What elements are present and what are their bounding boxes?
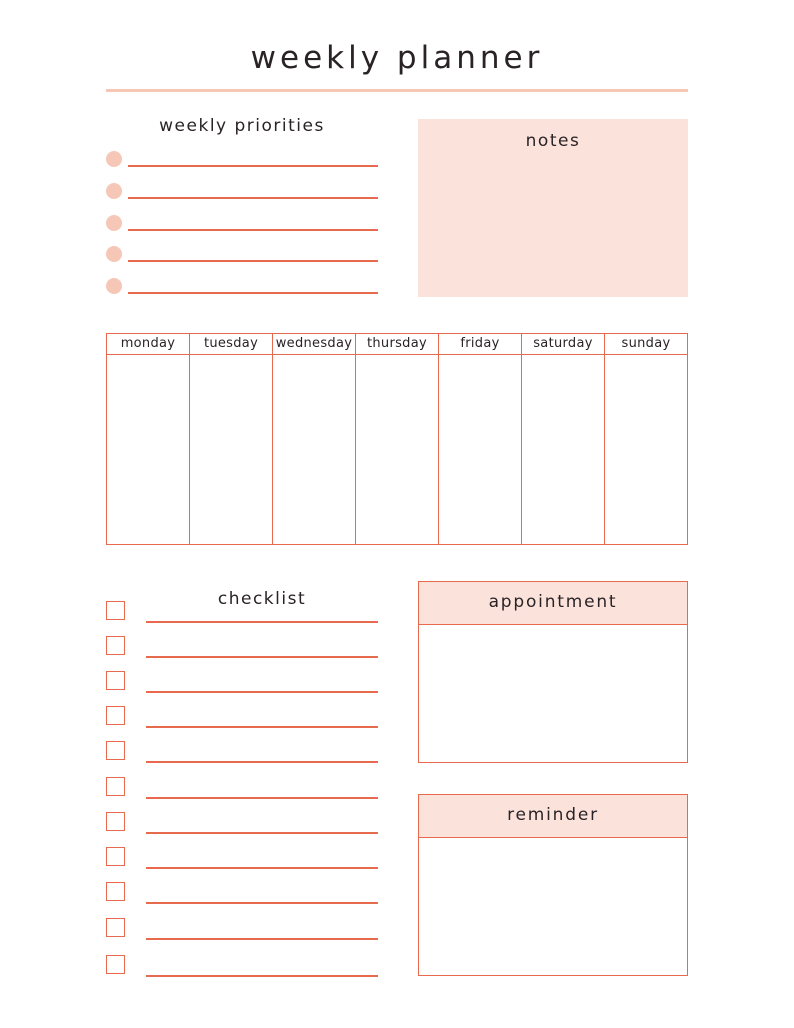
bullet-dot-icon	[106, 151, 122, 167]
checklist-line	[146, 975, 378, 977]
reminder-area[interactable]	[419, 838, 687, 976]
checklist-line	[146, 621, 378, 623]
day-column-saturday	[521, 334, 604, 544]
day-column-friday	[438, 334, 521, 544]
checklist-line	[146, 726, 378, 728]
day-header: wednesday	[273, 334, 355, 355]
day-cell[interactable]	[107, 355, 189, 544]
day-cell[interactable]	[522, 355, 604, 544]
day-header: saturday	[522, 334, 604, 355]
checkbox[interactable]	[106, 882, 125, 901]
checklist-line	[146, 691, 378, 693]
checkbox[interactable]	[106, 812, 125, 831]
checklist-item[interactable]	[106, 955, 378, 977]
checkbox[interactable]	[106, 636, 125, 655]
day-column-thursday	[355, 334, 438, 544]
checkbox[interactable]	[106, 847, 125, 866]
bullet-dot-icon	[106, 278, 122, 294]
day-header: tuesday	[190, 334, 272, 355]
checkbox[interactable]	[106, 777, 125, 796]
checklist-item[interactable]	[106, 706, 378, 728]
priority-line	[128, 292, 378, 294]
priority-line	[128, 165, 378, 167]
bullet-dot-icon	[106, 246, 122, 262]
checklist-item[interactable]	[106, 777, 378, 799]
priority-line	[128, 197, 378, 199]
checklist-item[interactable]	[106, 812, 378, 834]
priority-line	[128, 229, 378, 231]
checkbox[interactable]	[106, 671, 125, 690]
checklist-line	[146, 797, 378, 799]
notes-heading: notes	[525, 131, 581, 151]
checklist-item[interactable]	[106, 636, 378, 658]
checklist-line	[146, 761, 378, 763]
checklist-line	[146, 656, 378, 658]
day-header: sunday	[605, 334, 687, 355]
day-column-monday	[107, 334, 189, 544]
week-grid	[106, 333, 688, 545]
bullet-dot-icon	[106, 183, 122, 199]
day-header: monday	[107, 334, 189, 355]
priorities-heading: weekly priorities	[159, 116, 325, 136]
priority-item[interactable]	[106, 278, 378, 298]
checklist-heading: checklist	[217, 589, 307, 609]
appointment-panel	[418, 581, 688, 763]
day-cell[interactable]	[356, 355, 438, 544]
checklist-line	[146, 938, 378, 940]
day-cell[interactable]	[190, 355, 272, 544]
checklist-item[interactable]	[106, 671, 378, 693]
checkbox[interactable]	[106, 706, 125, 725]
day-column-tuesday	[189, 334, 272, 544]
checkbox[interactable]	[106, 601, 125, 620]
priority-item[interactable]	[106, 215, 378, 235]
checkbox[interactable]	[106, 918, 125, 937]
checkbox[interactable]	[106, 955, 125, 974]
bullet-dot-icon	[106, 215, 122, 231]
checklist-item[interactable]	[106, 882, 378, 904]
priority-item[interactable]	[106, 151, 378, 171]
priority-item[interactable]	[106, 183, 378, 203]
checkbox[interactable]	[106, 741, 125, 760]
checklist-line	[146, 832, 378, 834]
day-cell[interactable]	[605, 355, 687, 544]
priority-item[interactable]	[106, 246, 378, 266]
checklist-item[interactable]	[106, 918, 378, 940]
page-title: weekly planner	[250, 40, 544, 76]
day-column-sunday	[604, 334, 687, 544]
reminder-panel	[418, 794, 688, 976]
reminder-heading: reminder	[419, 795, 687, 838]
appointment-area[interactable]	[419, 625, 687, 763]
day-header: friday	[439, 334, 521, 355]
checklist-item[interactable]	[106, 741, 378, 763]
day-column-wednesday	[272, 334, 355, 544]
checklist-line	[146, 867, 378, 869]
checklist-item[interactable]	[106, 847, 378, 869]
notes-box[interactable]	[418, 119, 688, 297]
checklist-line	[146, 902, 378, 904]
day-cell[interactable]	[439, 355, 521, 544]
checklist-item[interactable]	[106, 601, 378, 623]
priority-line	[128, 260, 378, 262]
title-divider	[106, 89, 688, 92]
appointment-heading: appointment	[419, 582, 687, 625]
day-cell[interactable]	[273, 355, 355, 544]
day-header: thursday	[356, 334, 438, 355]
